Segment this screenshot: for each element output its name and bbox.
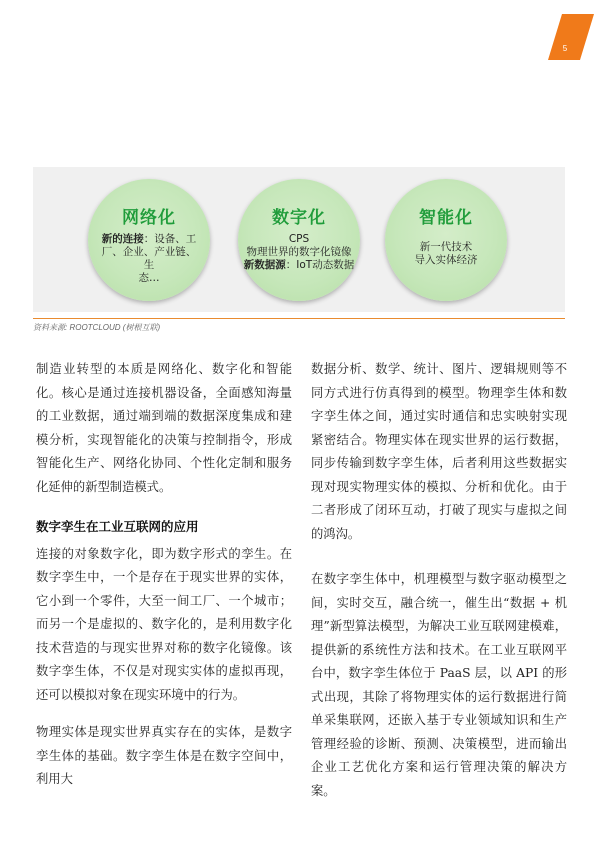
source-divider bbox=[33, 318, 565, 319]
right-column bbox=[311, 358, 567, 803]
bold-label: 新数据源 bbox=[243, 259, 286, 271]
bold-label: 新的连接 bbox=[101, 233, 144, 245]
left-column bbox=[36, 358, 292, 792]
text: CPS bbox=[288, 233, 310, 245]
page-corner-tab bbox=[548, 14, 594, 60]
text: 物理世界的数字化镜像 bbox=[246, 246, 352, 258]
page-number: 5 bbox=[562, 44, 568, 53]
paragraph: 连接的对象数字化，即为数字形式的孪生。在数字孪生中，一个是存在于现实世界的实体，它小到一个零件，大至一间工厂、一个城市；而另一个是虚拟的、数字化的，是利用数字化技术营造的与现实世界对称的数字化镜像。该数字孪生体，不仅是对现实实体的虚拟再现，还可以模拟对象在现实环境中的行为。 bbox=[36, 546, 292, 702]
text: 导入实体经济 bbox=[414, 254, 478, 266]
text: 厂、企业、产业链、生 bbox=[101, 246, 197, 271]
paragraph: 物理实体是现实世界真实存在的实体，是数字孪生体的基础。数字孪生体是在数字空间中，利用大 bbox=[36, 725, 292, 786]
paragraph: 制造业转型的本质是网络化、数字化和智能化。核心是通过连接机器设备，全面感知海量的工业数据，通过端到端的数据深度集成和建模分析，实现智能化的决策与控制指令，形成智能化生产、网络化协同、个性化定制和服务化延伸的新型制造模式。 bbox=[36, 362, 292, 494]
circle-body bbox=[98, 233, 200, 285]
digitization-circle bbox=[238, 179, 360, 301]
circle-title: 智能化 bbox=[419, 208, 473, 228]
circle-title: 数字化 bbox=[272, 208, 326, 228]
paragraph: 数据分析、数学、统计、图片、逻辑规则等不同方式进行仿真得到的模型。物理孪生体和数字孪生体之间，通过实时通信和忠实映射实现紧密结合。物理实体在现实世界的运行数据，同步传输到数字孪生体，后者利用这些数据实现对现实物理实体的模拟、分析和优化。由于二者形成了闭环互动，打破了现实与虚拟之间的鸿沟。 bbox=[311, 362, 567, 541]
circle-body bbox=[242, 233, 356, 272]
circle-body bbox=[395, 241, 497, 267]
section-heading: 数字孪生在工业互联网的应用 bbox=[36, 519, 199, 534]
text: 新一代技术 bbox=[419, 241, 473, 253]
text: ：设备、工 bbox=[143, 233, 197, 245]
networking-circle bbox=[88, 179, 210, 301]
text: ：IoT动态数据 bbox=[285, 259, 355, 271]
three-pillars-figure bbox=[33, 167, 565, 312]
intelligence-circle bbox=[385, 179, 507, 301]
figure-source: 资料来源: ROOTCLOUD (树根互联) bbox=[33, 323, 161, 332]
text: 态… bbox=[138, 272, 160, 284]
paragraph: 在数字孪生体中，机理模型与数字驱动模型之间，实时交互，融合统一，催生出“数据 + 机理”新型算法模型，为解决工业互联网建模难，提供新的系统性方法和技术。在工业互联网平台中，数字孪生体位于 PaaS 层，以 API 的形式出现，其除了将物理实体的运行数据进行简单采集联网，还嵌入基于专业领域知识和生产管理经验的诊断、预测、决策模型，进而输出企业工艺优化方案和运行管理决策的解决方案。 bbox=[311, 572, 567, 798]
circle-title: 网络化 bbox=[122, 208, 176, 228]
